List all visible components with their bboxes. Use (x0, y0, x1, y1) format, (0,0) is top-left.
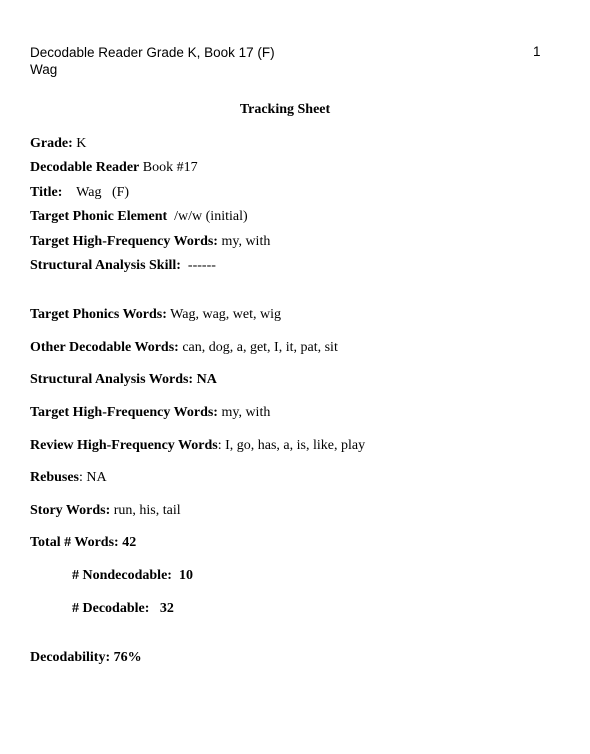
decodable-line (72, 600, 174, 618)
title-label: Title: (30, 185, 63, 200)
phonic-element-value: /w/w (initial) (167, 209, 248, 224)
nondecodable-label: # Nondecodable: 10 (72, 568, 193, 583)
grade-value: K (72, 136, 87, 151)
review-hfw-label: Review High-Frequency Words (30, 438, 218, 453)
rebuses-line (30, 469, 107, 487)
story-words-value: run, his, tail (110, 503, 181, 518)
document-header-subtitle: Wag (30, 62, 58, 77)
phonics-words-value: Wag, wag, wet, wig (166, 307, 281, 322)
grade-label: Grade: (30, 136, 73, 151)
rebuses-label: Rebuses (30, 470, 80, 485)
other-decodable-line (30, 339, 338, 357)
total-words-label: Total # Words: 42 (30, 535, 137, 550)
hfw-top-label: Target High-Frequency Words: (30, 234, 218, 249)
story-words-line (30, 502, 181, 520)
hfw-label: Target High-Frequency Words: (30, 405, 218, 420)
reader-value: Book #17 (139, 160, 198, 175)
title-value: Wag (F) (62, 185, 130, 200)
total-words-line (30, 534, 136, 552)
structural-skill-label: Structural Analysis Skill: (30, 258, 181, 273)
sheet-title: Tracking Sheet (239, 102, 331, 117)
title-line (30, 184, 129, 202)
structural-words-label: Structural Analysis Words: NA (30, 372, 217, 387)
reader-line (30, 159, 198, 177)
structural-skill-value: ------ (180, 258, 216, 273)
decodability-label: Decodability: 76% (30, 650, 142, 665)
reader-label: Decodable Reader (30, 160, 140, 175)
decodable-label: # Decodable: 32 (72, 601, 174, 616)
review-hfw-line (30, 437, 365, 455)
phonic-element-label: Target Phonic Element (30, 209, 168, 224)
rebuses-value: : NA (79, 470, 107, 485)
review-hfw-value: : I, go, has, a, is, like, play (217, 438, 366, 453)
other-decodable-label: Other Decodable Words: (30, 340, 179, 355)
document-header-title: Decodable Reader Grade K, Book 17 (F) (30, 45, 275, 60)
grade-line (30, 135, 86, 153)
phonics-words-line (30, 306, 281, 324)
phonics-words-label: Target Phonics Words: (30, 307, 167, 322)
decodability-line (30, 649, 142, 667)
story-words-label: Story Words: (30, 503, 111, 518)
page-number: 1 (533, 44, 541, 59)
structural-words-line (30, 371, 217, 389)
other-decodable-value: can, dog, a, get, I, it, pat, sit (178, 340, 338, 355)
hfw-top-value: my, with (217, 234, 271, 249)
hfw-value: my, with (217, 405, 271, 420)
hfw-line (30, 404, 270, 422)
structural-skill-line (30, 257, 216, 275)
nondecodable-line (72, 567, 193, 585)
phonic-element-line (30, 208, 248, 226)
hfw-top-line (30, 233, 270, 251)
